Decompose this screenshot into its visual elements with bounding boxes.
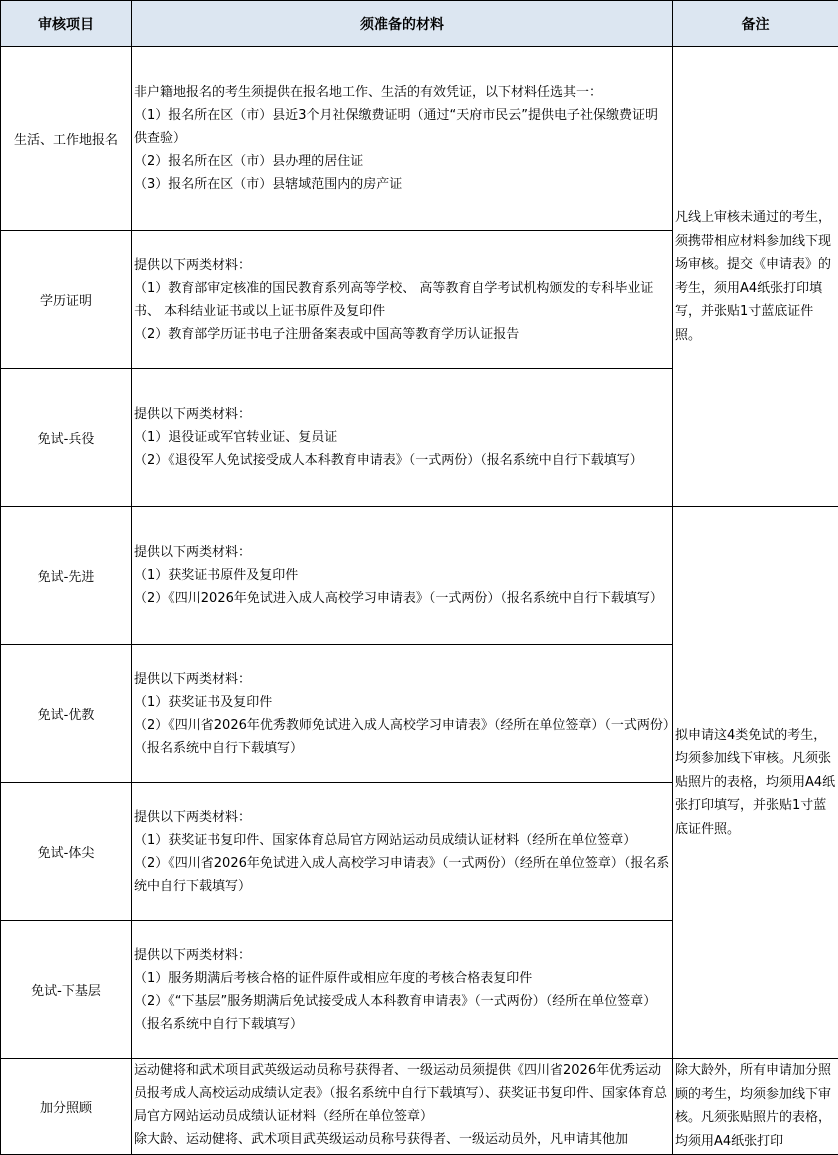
note-cell-bonus-points — [673, 1059, 838, 1155]
material-line: （3）报名所在区（市）县辖域范围内的房产证 — [134, 173, 670, 196]
note-text: 除大龄外，所有申请加分照顾的考生，均须参加线下审核。凡须张贴照片的表格，均须用A4纸张打印 — [675, 1059, 836, 1153]
material-line: （2）《四川省2026年免试进入成人高校学习申请表》（一式两份）（经所在单位签章）（报名系统中自行下载填写） — [134, 852, 670, 898]
material-line: （2）《“下基层”服务期满后免试接受成人本科教育申请表》（一式两份）（经所在单位签章）（报名系统中自行下载填写） — [134, 990, 670, 1036]
material-line: （1）退役证或军官转业证、复员证 — [134, 426, 670, 449]
review-item-cell: 免试-兵役 — [1, 369, 132, 507]
material-line: （2）教育部学历证书电子注册备案表或中国高等教育学历认证报告 — [134, 323, 670, 346]
material-line: 提供以下两类材料： — [134, 541, 670, 564]
review-item-cell: 免试-下基层 — [1, 921, 132, 1059]
material-line: （2）《四川2026年免试进入成人高校学习申请表》（一式两份）（报名系统中自行下载填写） — [134, 587, 670, 610]
material-line: 提供以下两类材料： — [134, 806, 670, 829]
materials-cell — [132, 921, 673, 1059]
note-text: 凡线上审核未通过的考生，须携带相应材料参加线下现场审核。提交《申请表》的考生，须用A4纸张打印填写，并张贴1寸蓝底证件照。 — [675, 206, 836, 347]
note-text: 拟申请这4类免试的考生，均须参加线下审核。凡须张贴照片的表格，均须用A4纸张打印填写，并张贴1寸蓝底证件照。 — [675, 724, 836, 842]
material-line: 提供以下两类材料： — [134, 403, 670, 426]
materials-clip — [134, 1059, 670, 1154]
header-review-item: 审核项目 — [1, 1, 132, 47]
table-row — [1, 507, 838, 645]
materials-cell — [132, 47, 673, 231]
review-item-cell: 学历证明 — [1, 231, 132, 369]
header-row — [1, 1, 838, 47]
header-materials: 须准备的材料 — [132, 1, 673, 47]
note-clip — [675, 1059, 836, 1154]
review-item-cell: 免试-体尖 — [1, 783, 132, 921]
materials-cell — [132, 231, 673, 369]
review-item-cell: 生活、工作地报名 — [1, 47, 132, 231]
table-row — [1, 47, 838, 231]
material-line: （2）《退役军人免试接受成人本科教育申请表》（一式两份）（报名系统中自行下载填写） — [134, 449, 670, 472]
note-cell-online-review — [673, 47, 838, 507]
material-line: 提供以下两类材料： — [134, 254, 670, 277]
table-row — [1, 1059, 838, 1155]
review-item-cell: 加分照顾 — [1, 1059, 132, 1155]
materials-cell — [132, 369, 673, 507]
material-line: 运动健将和武术项目武英级运动员称号获得者、一级运动员须提供《四川省2026年优秀运动员报考成人高校运动成绩认定表》（报名系统中自行下载填写）、获奖证书复印件、国家体育总局官方网站运动员成绩认证材料（经所在单位签章） — [134, 1059, 670, 1128]
note-cell-exemption-review — [673, 507, 838, 1059]
material-line: （2）报名所在区（市）县办理的居住证 — [134, 150, 670, 173]
material-line: （1）服务期满后考核合格的证件原件或相应年度的考核合格表复印件 — [134, 967, 670, 990]
material-line: （1）教育部审定核准的国民教育系列高等学校、 高等教育自学考试机构颁发的专科毕业证书、 本科结业证书或以上证书原件及复印件 — [134, 277, 670, 323]
header-notes: 备注 — [673, 1, 838, 47]
material-line: （1）获奖证书复印件、国家体育总局官方网站运动员成绩认证材料（经所在单位签章） — [134, 829, 670, 852]
material-line: 除大龄、运动健将、武术项目武英级运动员称号获得者、一级运动员外，凡申请其他加 — [134, 1128, 670, 1151]
material-line: （1）报名所在区（市）县近3个月社保缴费证明（通过“天府市民云”提供电子社保缴费证明供查验） — [134, 104, 670, 150]
review-item-cell: 免试-先进 — [1, 507, 132, 645]
material-line: 提供以下两类材料： — [134, 944, 670, 967]
material-line: （1）获奖证书及复印件 — [134, 691, 670, 714]
materials-cell — [132, 507, 673, 645]
material-line: （1）获奖证书原件及复印件 — [134, 564, 670, 587]
materials-cell — [132, 1059, 673, 1155]
material-line: 提供以下两类材料： — [134, 668, 670, 691]
materials-cell — [132, 645, 673, 783]
materials-cell — [132, 783, 673, 921]
material-line: （2）《四川省2026年优秀教师免试进入成人高校学习申请表》（经所在单位签章）（一式两份）（报名系统中自行下载填写） — [134, 714, 670, 760]
material-line: 非户籍地报名的考生须提供在报名地工作、生活的有效凭证，以下材料任选其一： — [134, 81, 670, 104]
review-item-cell: 免试-优教 — [1, 645, 132, 783]
